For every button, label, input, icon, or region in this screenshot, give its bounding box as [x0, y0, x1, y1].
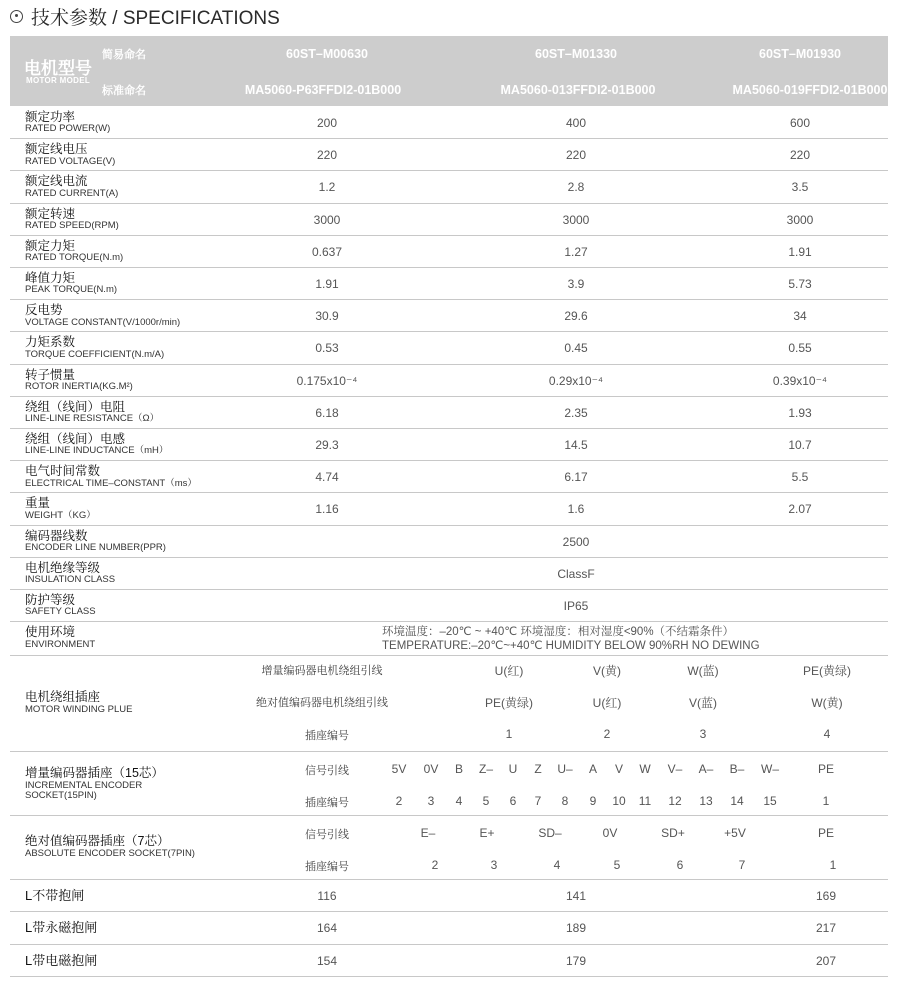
socket-pin: 15 [763, 794, 777, 809]
socket-pin: 9 [589, 794, 597, 809]
row-label-cn: 重量 [25, 496, 51, 511]
row-label [25, 142, 115, 167]
socket-signal: W [639, 762, 651, 777]
row-label-cn: 绝对值编码器插座（7芯） [25, 834, 170, 849]
socket-signal: V [614, 762, 624, 777]
row-label [25, 464, 197, 489]
winding-value: W(蓝) [687, 664, 719, 679]
row-label [25, 766, 164, 802]
row-label-en: MOTOR WINDING PLUE [25, 703, 133, 715]
socket-signal: V– [667, 762, 683, 777]
socket-pin: 8 [561, 794, 569, 809]
winding-value: 4 [823, 727, 831, 742]
spec-row [10, 493, 888, 525]
winding-row [10, 656, 888, 752]
spec-value: 1.91 [788, 244, 812, 259]
table-header [10, 36, 888, 106]
incremental-socket-row [10, 752, 888, 816]
row-label-cn: 转子惯量 [25, 367, 76, 382]
row-label [25, 529, 166, 554]
spec-value: 220 [789, 148, 811, 163]
socket-pin: 14 [730, 794, 744, 809]
socket-pin: 7 [738, 858, 746, 873]
spec-row [10, 365, 888, 397]
row-label-en: SOCKET(15PIN) [25, 790, 97, 802]
spec-value: 0.637 [311, 244, 343, 259]
row-label-en: RATED SPEED(RPM) [25, 219, 119, 231]
spec-value: 34 [793, 309, 807, 324]
spec-value: 3.5 [791, 180, 809, 195]
spec-value: 5.73 [788, 277, 812, 291]
length-value: 217 [815, 921, 837, 936]
spec-value: 1.16 [315, 502, 339, 517]
environment-text [382, 626, 760, 654]
row-label-cn: 额定功率 [25, 110, 76, 124]
page-title [10, 4, 280, 28]
std-name-1: MA5060-P63FFDI2-01B000 [244, 83, 402, 97]
spec-value: 1.91 [315, 277, 339, 291]
winding-value: U(红) [494, 664, 524, 679]
row-label [25, 271, 117, 296]
socket-signal: E– [420, 826, 436, 841]
row-label [25, 368, 133, 393]
spec-value: ClassF [557, 566, 595, 581]
socket-signal: SD– [538, 826, 562, 841]
row-label [25, 834, 195, 859]
row-label-cn: 使用环境 [25, 625, 76, 640]
length-value: 164 [316, 921, 338, 936]
winding-value: 2 [603, 727, 611, 742]
socket-sub-label: 信号引线 [305, 765, 349, 778]
row-label [25, 400, 159, 425]
socket-signal: B [454, 762, 464, 777]
row-label-cn: 增量编码器插座（15芯） [25, 766, 164, 781]
length-label: L不带抱闸 [25, 888, 85, 904]
std-name-3: MA5060-019FFDI2-01B000 [732, 83, 888, 97]
target-circle-icon [10, 10, 23, 23]
spec-value: 29.3 [315, 438, 339, 452]
socket-signal: E+ [479, 826, 495, 841]
row-label-en: INCREMENTAL ENCODER [25, 779, 143, 791]
socket-pin: 13 [699, 794, 713, 809]
spec-value: 1.6 [567, 502, 585, 517]
spec-value: 0.29x10⁻⁴ [548, 373, 604, 388]
row-label-en: TORQUE COEFFICIENT(N.m/A) [25, 348, 165, 360]
socket-pin: 4 [455, 794, 463, 809]
socket-signal: A– [698, 762, 714, 777]
length-value: 169 [815, 889, 837, 904]
row-label [25, 496, 96, 521]
winding-sub-label: 插座编号 [305, 730, 349, 743]
spec-value: 220 [316, 148, 338, 163]
length-value: 207 [815, 953, 837, 968]
spec-value: 2.8 [567, 180, 585, 195]
socket-signal: Z [534, 762, 542, 777]
socket-signal: Z– [478, 762, 494, 777]
length-value: 179 [565, 953, 587, 968]
spec-value: 400 [565, 116, 587, 130]
length-row [10, 880, 888, 912]
spec-value: 10.7 [788, 438, 812, 452]
winding-value: 3 [699, 727, 707, 742]
motor-model-label-cn: 电机型号 [24, 59, 92, 78]
spec-value: 1.27 [564, 244, 588, 259]
length-label: L带永磁抱闸 [25, 920, 98, 936]
spec-value: 6.18 [315, 405, 339, 420]
row-label-cn: 编码器线数 [25, 528, 88, 543]
socket-signal: U– [557, 762, 573, 777]
winding-value: W(黄) [811, 696, 843, 711]
row-label-cn: 绕组（线间）电阻 [25, 399, 126, 414]
socket-pin: 1 [822, 794, 830, 809]
spec-value: 0.175x10⁻⁴ [296, 373, 358, 388]
row-label [25, 239, 123, 264]
socket-signal: PE [817, 826, 835, 841]
std-name-2: MA5060-013FFDI2-01B000 [500, 83, 656, 97]
socket-pin: 12 [668, 794, 682, 809]
environment-line-en: TEMPERATURE:–20℃~+40℃ HUMIDITY BELOW 90%RH NO DEWING [382, 639, 760, 652]
winding-value: PE(黄绿) [484, 696, 534, 711]
row-label-en: RATED TORQUE(N.m) [25, 252, 124, 264]
socket-signal: B– [729, 762, 745, 777]
spec-row [10, 171, 888, 203]
spec-value: IP65 [563, 599, 589, 613]
socket-pin: 2 [431, 858, 439, 873]
row-label-en: ROTOR INERTIA(KG.M²) [25, 380, 133, 392]
spec-row [10, 332, 888, 364]
spec-row [10, 461, 888, 493]
winding-sub-label: 绝对值编码器电机绕组引线 [256, 697, 388, 710]
row-label [25, 174, 118, 199]
spec-value: 3.9 [567, 277, 585, 291]
socket-pin: 7 [534, 794, 542, 809]
spec-row [10, 204, 888, 236]
length-value: 141 [565, 889, 587, 904]
spec-value: 2.07 [788, 502, 812, 517]
winding-value: U(红) [592, 696, 622, 711]
socket-signal: 5V [391, 762, 407, 777]
absolute-socket-row [10, 816, 888, 880]
length-label: L带电磁抱闸 [25, 952, 98, 968]
socket-pin: 3 [490, 858, 498, 873]
spec-value: 1.93 [788, 405, 812, 420]
spec-row [10, 236, 888, 268]
spec-value: 14.5 [564, 438, 588, 452]
row-label-cn: 额定力矩 [25, 238, 76, 253]
spec-value: 5.5 [791, 470, 809, 485]
spec-row [10, 300, 888, 332]
row-label [25, 625, 95, 650]
winding-value: 1 [505, 727, 513, 742]
row-label-cn: 额定线电流 [25, 174, 88, 189]
spec-value: 1.2 [318, 180, 336, 195]
spec-value: 4.74 [315, 470, 339, 485]
socket-pin: 5 [613, 858, 621, 873]
spec-row [10, 429, 888, 461]
row-label-cn: 电机绕组插座 [25, 690, 101, 705]
socket-pin: 6 [509, 794, 517, 809]
row-label-cn: 峰值力矩 [25, 271, 76, 285]
socket-signal: PE [817, 762, 835, 777]
spec-row [10, 526, 888, 558]
socket-pin: 2 [395, 794, 403, 809]
spec-value: 0.39x10⁻⁴ [772, 373, 828, 388]
row-label-cn: 电机绝缘等级 [25, 560, 101, 575]
length-row [10, 945, 888, 977]
page-title-text: 技术参数 / SPECIFICATIONS [31, 7, 280, 29]
spec-value: 600 [789, 116, 811, 130]
socket-sub-label: 信号引线 [305, 829, 349, 842]
spec-value: 200 [316, 116, 338, 130]
socket-signal: SD+ [661, 826, 685, 841]
spec-value: 2.35 [564, 405, 588, 420]
row-label [25, 335, 164, 360]
environment-line-cn: 环境温度：–20℃ ~ +40℃ 环境湿度：相对湿度<90%（不结霜条件） [382, 626, 735, 639]
row-label-cn: 反电势 [25, 303, 63, 318]
row-label [25, 207, 119, 232]
row-label-en: LINE-LINE INDUCTANCE（mH） [25, 445, 169, 457]
row-label-cn: 额定线电压 [25, 142, 88, 157]
motor-model-label-en: MOTOR MODEL [26, 76, 91, 85]
row-label-en: RATED VOLTAGE(V) [25, 155, 116, 167]
socket-signal: 0V [602, 826, 618, 841]
row-label-en: ENCODER LINE NUMBER(PPR) [25, 541, 166, 553]
row-label [25, 110, 110, 135]
length-row [10, 912, 888, 944]
socket-pin: 1 [829, 858, 837, 873]
row-label-en: VOLTAGE CONSTANT(V/1000r/min) [25, 316, 181, 328]
spec-row [10, 590, 888, 622]
spec-value: 0.55 [788, 341, 812, 356]
spec-row [10, 268, 888, 300]
socket-sub-label: 插座编号 [305, 861, 349, 874]
spec-row [10, 397, 888, 429]
row-label-cn: 电气时间常数 [25, 464, 101, 479]
spec-value: 6.17 [564, 470, 588, 485]
row-label [25, 690, 133, 715]
std-name-label: 标准命名 [102, 85, 146, 97]
short-name-3: 60ST–M01930 [758, 47, 842, 61]
winding-value: PE(黄绿) [802, 664, 852, 679]
spec-value: 0.53 [315, 341, 339, 356]
row-label-en: RATED POWER(W) [25, 123, 111, 135]
row-label-en: ABSOLUTE ENCODER SOCKET(7PIN) [25, 847, 195, 859]
winding-value: V(黄) [593, 664, 621, 679]
row-label-en: SAFETY CLASS [25, 606, 96, 618]
socket-pin: 10 [612, 794, 626, 809]
row-label-cn: 绕组（线间）电感 [25, 432, 126, 446]
row-label [25, 303, 180, 328]
short-name-1: 60ST–M00630 [285, 47, 369, 61]
socket-signal: W– [761, 762, 779, 777]
socket-signal: A [588, 762, 598, 777]
row-label [25, 593, 96, 618]
socket-signal: +5V [724, 826, 746, 841]
socket-signal: U [508, 762, 518, 777]
socket-pin: 5 [482, 794, 490, 809]
socket-pin: 6 [676, 858, 684, 873]
row-label-en: ELECTRICAL TIME–CONSTANT（ms） [25, 477, 197, 489]
spec-value: 3000 [786, 212, 814, 227]
environment-row [10, 622, 888, 656]
short-name-label: 简易命名 [102, 49, 146, 61]
row-label-en: RATED CURRENT(A) [25, 187, 119, 199]
socket-pin: 4 [553, 858, 561, 873]
spec-value: 220 [565, 148, 587, 163]
row-label-en: LINE-LINE RESISTANCE（Ω） [25, 413, 160, 425]
length-value: 116 [317, 889, 337, 904]
row-label-en: PEAK TORQUE(N.m) [25, 284, 118, 296]
row-label-en: INSULATION CLASS [25, 574, 116, 586]
row-label-cn: 力矩系数 [25, 335, 76, 350]
row-label-cn: 额定转速 [25, 206, 76, 221]
spec-value: 29.6 [564, 309, 588, 324]
short-name-2: 60ST–M01330 [534, 47, 618, 61]
socket-pin: 11 [638, 794, 652, 809]
spec-row [10, 139, 888, 171]
length-value: 189 [565, 921, 587, 936]
spec-value: 3000 [313, 212, 341, 227]
winding-value: V(蓝) [689, 696, 717, 711]
row-label [25, 561, 115, 586]
spec-value: 3000 [562, 212, 590, 227]
socket-signal: 0V [423, 762, 439, 777]
row-label [25, 432, 168, 457]
socket-sub-label: 插座编号 [305, 797, 349, 810]
spec-value: 30.9 [315, 309, 339, 324]
spec-value: 0.45 [564, 341, 588, 356]
winding-sub-label: 增量编码器电机绕组引线 [261, 665, 383, 678]
row-label-cn: 防护等级 [25, 593, 76, 607]
spec-value: 2500 [562, 534, 590, 549]
length-value: 154 [316, 953, 338, 968]
row-label-en: ENVIRONMENT [25, 638, 96, 650]
socket-pin: 3 [427, 794, 435, 809]
row-label-en: WEIGHT（KG） [25, 509, 96, 521]
spec-row [10, 558, 888, 590]
spec-row [10, 107, 888, 139]
